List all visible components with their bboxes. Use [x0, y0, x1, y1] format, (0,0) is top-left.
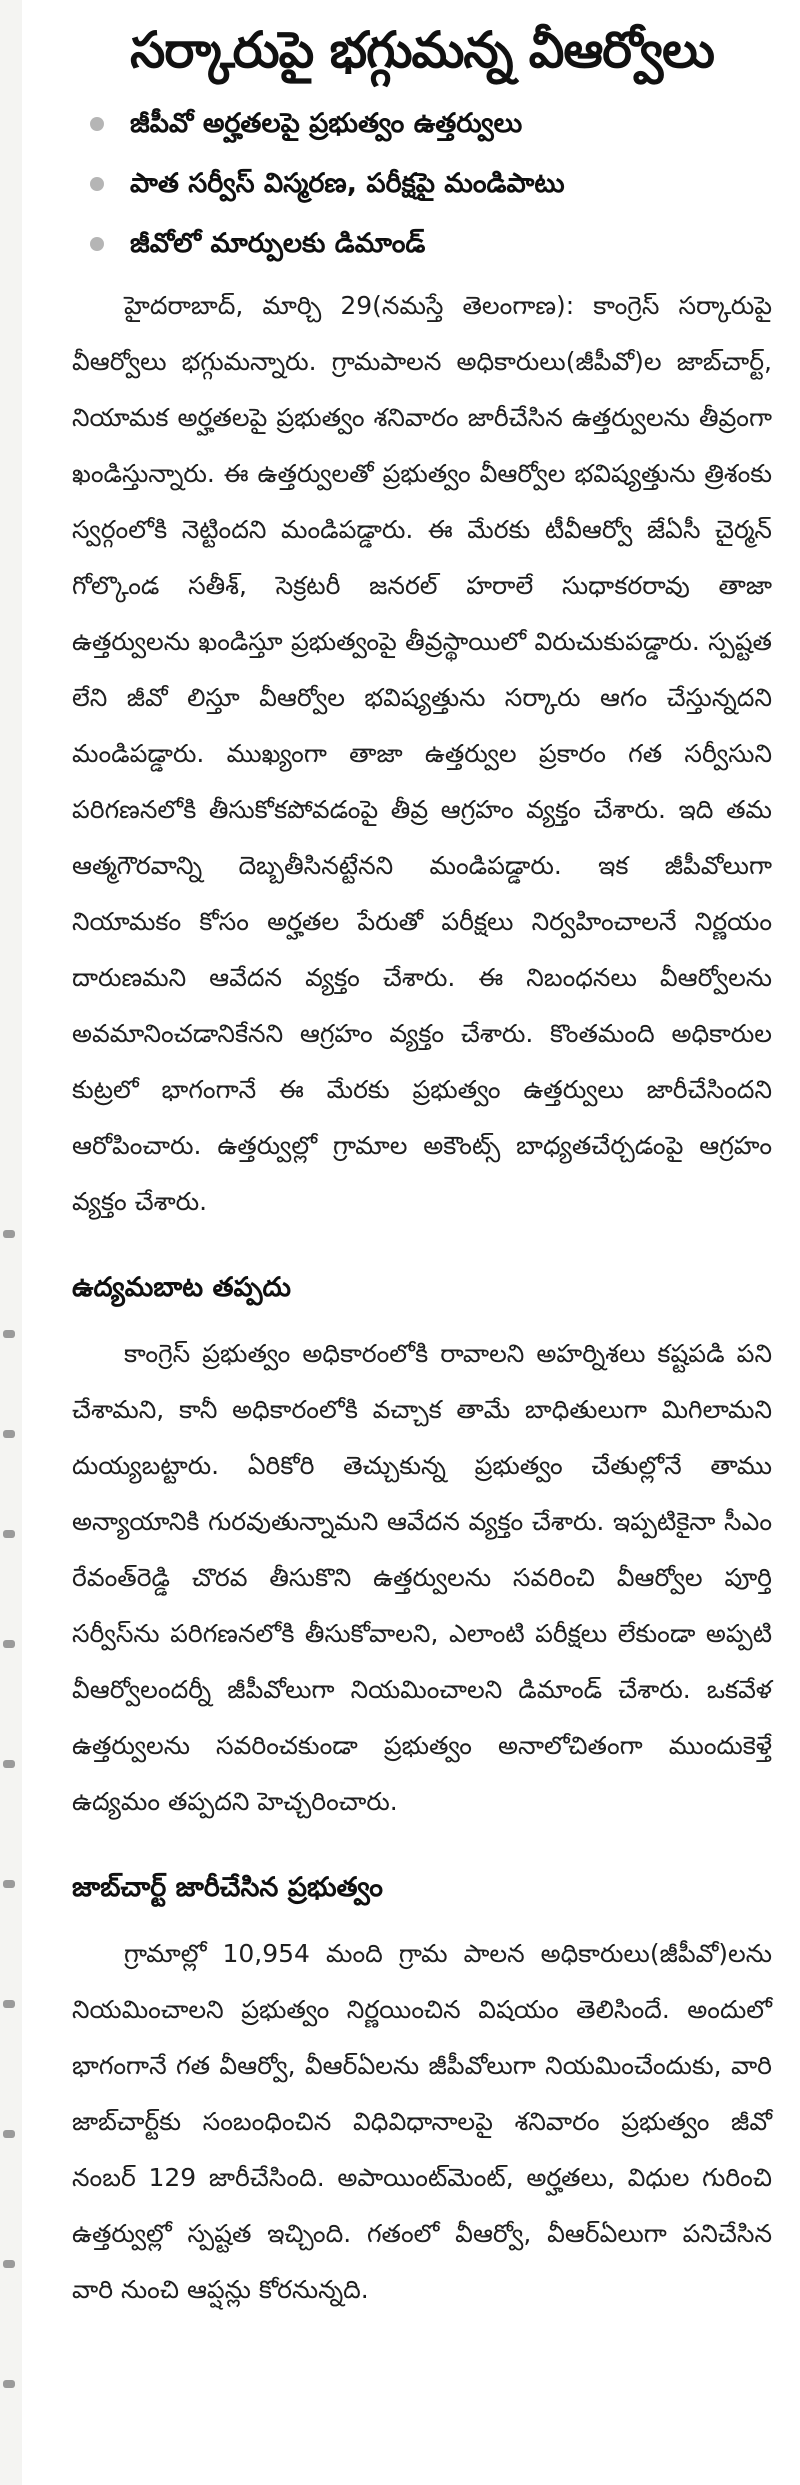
edge-mark — [3, 1880, 15, 1888]
edge-mark — [3, 1230, 15, 1238]
kicker-item — [72, 214, 772, 274]
bullet-dot — [90, 237, 104, 251]
kicker-list — [72, 94, 772, 274]
section-subhead: జాబ్‌చార్ట్ జారీచేసిన ప్రభుత్వం — [72, 1872, 383, 1903]
kicker-item — [72, 94, 772, 154]
edge-mark — [3, 1430, 15, 1438]
edge-mark — [3, 2260, 15, 2268]
kicker-text: జీపీవో అర్హతలపై ప్రభుత్వం ఉత్తర్వులు — [130, 108, 523, 139]
edge-mark — [3, 1530, 15, 1538]
body-paragraph: గ్రామాల్లో 10,954 మంది గ్రామ పాలన అధికారులు(జీపీవో)లను నియమించాలని ప్రభుత్వం నిర్ణయించిన విషయం తెలిసిందే. అందులో భాగంగానే గత వీఆర్వో, వీఆర్‌ఏలను జీపీవోలుగా నియమించేందుకు, వారి జాబ్‌చార్ట్‌కు సంబంధించిన విధివిధానాలపై శనివారం ప్రభుత్వం జీవో నంబర్ 129 జారీచేసింది. అపాయింట్‌మెంట్, అర్హతలు, విధుల గురించి ఉత్తర్వుల్లో స్పష్టత ఇచ్చింది. గతంలో వీఆర్వో, వీఆర్‌ఏలుగా పనిచేసిన వారి నుంచి ఆప్షన్లు కోరనున్నది. — [72, 1939, 772, 2304]
bullet-dot — [90, 177, 104, 191]
edge-mark — [3, 1330, 15, 1338]
edge-mark — [3, 2380, 15, 2388]
news-article — [72, 0, 772, 2318]
page-edge-strip — [0, 0, 22, 2485]
kicker-item — [72, 154, 772, 214]
body-paragraph: కాంగ్రెస్ ప్రభుత్వం అధికారంలోకి రావాలని అహర్నిశలు కష్టపడి పని చేశామని, కానీ అధికారంలోకి వచ్చాక తామే బాధితులుగా మిగిలామని దుయ్యబట్టారు. ఏరికోరి తెచ్చుకున్న ప్రభుత్వం చేతుల్లోనే తాము అన్యాయానికి గురవుతున్నామని ఆవేదన వ్యక్తం చేశారు. ఇప్పటికైనా సీఎం రేవంత్‌రెడ్డి చొరవ తీసుకొని ఉత్తర్వులను సవరించి వీఆర్వోల పూర్తి సర్వీస్‌ను పరిగణనలోకి తీసుకోవాలని, ఎలాంటి పరీక్షలు లేకుండా అప్పటి వీఆర్వోలందర్నీ జీపీవోలుగా నియమించాలని డిమాండ్ చేశారు. ఒకవేళ ఉత్తర్వులను సవరించకుండా ప్రభుత్వం అనాలోచితంగా ముందుకెళ్తే ఉద్యమం తప్పదని హెచ్చరించారు. — [72, 1339, 772, 1816]
kicker-text: జీవోలో మార్పులకు డిమాండ్ — [130, 228, 426, 259]
edge-mark — [3, 2130, 15, 2138]
kicker-text: పాత సర్వీస్ విస్మరణ, పరీక్షపై మండిపాటు — [130, 168, 565, 199]
edge-mark — [3, 1640, 15, 1648]
article-headline: సర్కారుపై భగ్గుమన్న వీఆర్వోలు — [130, 21, 714, 79]
edge-mark — [3, 1760, 15, 1768]
section-subhead: ఉద్యమబాట తప్పదు — [72, 1272, 291, 1303]
edge-mark — [3, 2000, 15, 2008]
body-paragraph: హైదరాబాద్, మార్చి 29(నమస్తే తెలంగాణ): కాంగ్రెస్ సర్కారుపై వీఆర్వోలు భగ్గుమన్నారు. గ్రామపాలన అధికారులు(జీపీవో)ల జాబ్‌చార్ట్, నియామక అర్హతలపై ప్రభుత్వం శనివారం జారీచేసిన ఉత్తర్వులను తీవ్రంగా ఖండిస్తున్నారు. ఈ ఉత్తర్వులతో ప్రభుత్వం వీఆర్వోల భవిష్యత్తును త్రిశంకు స్వర్గంలోకి నెట్టిందని మండిపడ్డారు. ఈ మేరకు టీవీఆర్వో జేఏసీ చైర్మన్ గోల్కొండ సతీశ్, సెక్రటరీ జనరల్ హరాలే సుధాకరరావు తాజా ఉత్తర్వులను ఖండిస్తూ ప్రభుత్వంపై తీవ్రస్థాయిలో విరుచుకుపడ్డారు. స్పష్టత లేని జీవో లిస్తూ వీఆర్వోల భవిష్యత్తును సర్కారు ఆగం చేస్తున్నదని మండిపడ్డారు. ముఖ్యంగా తాజా ఉత్తర్వుల ప్రకారం గత సర్వీసుని పరిగణనలోకి తీసుకోకపోవడంపై తీవ్ర ఆగ్రహం వ్యక్తం చేశారు. ఇది తమ ఆత్మగౌరవాన్ని దెబ్బతీసినట్టేనని మండిపడ్డారు. ఇక జీపీవోలుగా నియామకం కోసం అర్హతల పేరుతో పరీక్షలు నిర్వహించాలనే నిర్ణయం దారుణమని ఆవేదన వ్యక్తం చేశారు. ఈ నిబంధనలు వీఆర్వోలను అవమానించడానికేనని ఆగ్రహం వ్యక్తం చేశారు. కొంతమంది అధికారుల కుట్రలో భాగంగానే ఈ మేరకు ప్రభుత్వం ఉత్తర్వులు జారీచేసిందని ఆరోపించారు. ఉత్తర్వుల్లో గ్రామాల అకౌంట్స్ బాధ్యతచేర్చడంపై ఆగ్రహం వ్యక్తం చేశారు. — [72, 291, 772, 1216]
bullet-dot — [90, 117, 104, 131]
